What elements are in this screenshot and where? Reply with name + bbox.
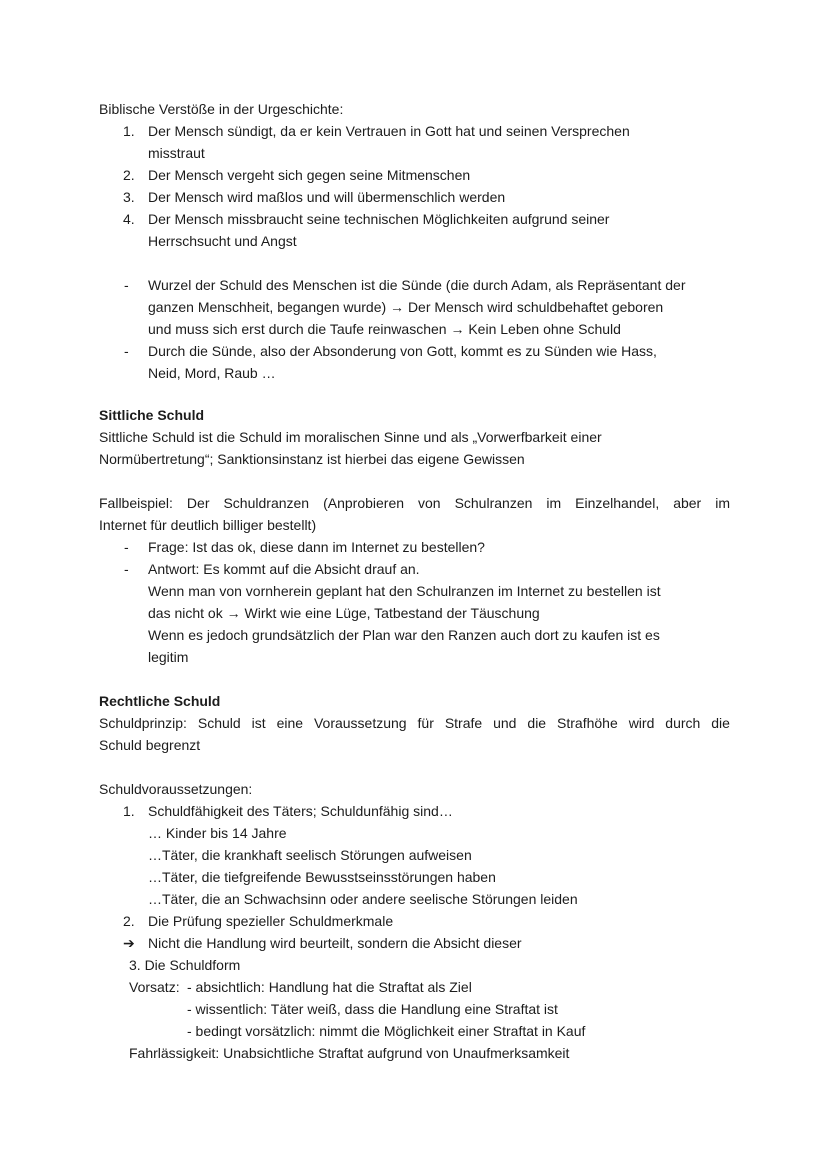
word: Voraussetzung (313, 715, 407, 731)
schuldprinzip-line-justified (99, 712, 730, 734)
bullet-marker: - (124, 343, 129, 359)
word: Schuldranzen (223, 495, 310, 511)
word: Strafhöhe (557, 715, 618, 731)
word: wird (628, 715, 655, 731)
word: Einzelhandel, (575, 495, 660, 511)
section-heading-rechtlich: Rechtliche Schuld (99, 693, 221, 709)
word: Schuld (197, 715, 241, 731)
answer-text: Wenn man von vornherein geplant hat den Schulranzen im Internet zu bestellen ist (148, 583, 661, 599)
bullet-marker: - (124, 561, 129, 577)
bullet-text: ganzen Menschheit, begangen wurde) → Der Mensch wird schuldbehaftet geboren (148, 299, 664, 315)
paragraph-line: Schuld begrenzt (99, 737, 201, 753)
list-item-text: Der Mensch sündigt, da er kein Vertrauen in Gott hat und seinen Versprechen (148, 123, 630, 139)
answer-text: Antwort: Es kommt auf die Absicht drauf an. (148, 561, 420, 577)
list-number: 1. (123, 123, 135, 139)
bullet-text: Durch die Sünde, also der Absonderung von Gott, kommt es zu Sünden wie Hass, (148, 343, 657, 359)
list-item-text: Der Mensch vergeht sich gegen seine Mitmenschen (148, 167, 471, 183)
list-item-text: 3. Die Schuldform (129, 957, 241, 973)
bullet-marker: - (124, 277, 129, 293)
list-number: 4. (123, 211, 135, 227)
word: von (418, 495, 441, 511)
question-text: Frage: Ist das ok, diese dann im Internet zu bestellen? (148, 539, 485, 555)
word: ist (251, 715, 266, 731)
list-item-text: Der Mensch wird maßlos und will übermenschlich werden (148, 189, 506, 205)
list-number: 2. (123, 167, 135, 183)
voraussetzungen-heading: Schuldvoraussetzungen: (99, 781, 253, 797)
bullet-text: Neid, Mord, Raub … (148, 365, 276, 381)
arrow-icon: ➔ (123, 935, 135, 951)
word: Schulranzen (454, 495, 533, 511)
word: aber (673, 495, 702, 511)
word: eine (276, 715, 304, 731)
word: (Anprobieren (323, 495, 405, 511)
word: Schuldprinzip: (99, 715, 187, 731)
fahrlaessigkeit-line: Fahrlässigkeit: Unabsichtliche Straftat aufgrund von Unaufmerksamkeit (129, 1045, 570, 1061)
list-item-text: Die Prüfung spezieller Schuldmerkmale (148, 913, 394, 929)
word: die (711, 715, 730, 731)
word: und (493, 715, 517, 731)
section-heading-sittlich: Sittliche Schuld (99, 407, 205, 423)
word: durch (665, 715, 701, 731)
vorsatz-label: Vorsatz: (129, 979, 180, 995)
list-number: 1. (123, 803, 135, 819)
bullet-text: Wurzel der Schuld des Menschen ist die Sünde (die durch Adam, als Repräsentant der (148, 277, 686, 293)
answer-text: legitim (148, 649, 189, 665)
bullet-text: und muss sich erst durch die Taufe reinwaschen → Kein Leben ohne Schuld (148, 321, 621, 337)
list-item-text: Schuldfähigkeit des Täters; Schuldunfähig sind… (148, 803, 453, 819)
word: Der (186, 495, 210, 511)
word: im (546, 495, 562, 511)
answer-text: Wenn es jedoch grundsätzlich der Plan war den Ranzen auch dort zu kaufen ist es (148, 627, 660, 643)
vorsatz-item: - wissentlich: Täter weiß, dass die Handlung eine Straftat ist (187, 1001, 558, 1017)
paragraph-line: Sittliche Schuld ist die Schuld im moralischen Sinne und als „Vorwerfbarkeit einer (99, 429, 602, 445)
answer-text: das nicht ok → Wirkt wie eine Lüge, Tatbestand der Täuschung (148, 605, 540, 621)
word: für (417, 715, 434, 731)
list-number: 2. (123, 913, 135, 929)
word: Strafe (444, 715, 483, 731)
paragraph-line: Normübertretung“; Sanktionsinstanz ist hierbei das eigene Gewissen (99, 451, 525, 467)
vorsatz-item: - bedingt vorsätzlich: nimmt die Möglichkeit einer Straftat in Kauf (187, 1023, 586, 1039)
word: die (527, 715, 547, 731)
fallbeispiel-line-justified (99, 492, 730, 514)
word: im (715, 495, 730, 511)
sub-item: …Täter, die tiefgreifende Bewusstseinsstörungen haben (148, 869, 496, 885)
list-number: 3. (123, 189, 135, 205)
arrow-text: Nicht die Handlung wird beurteilt, sondern die Absicht dieser (148, 935, 522, 951)
word: Fallbeispiel: (99, 495, 173, 511)
sub-item: … Kinder bis 14 Jahre (148, 825, 287, 841)
sub-item: …Täter, die krankhaft seelisch Störungen aufweisen (148, 847, 472, 863)
biblical-heading: Biblische Verstöße in der Urgeschichte: (99, 101, 344, 117)
list-item-text: Herrschsucht und Angst (148, 233, 297, 249)
list-item-text: Der Mensch missbraucht seine technischen Möglichkeiten aufgrund seiner (148, 211, 610, 227)
bullet-marker: - (124, 539, 129, 555)
sub-item: …Täter, die an Schwachsinn oder andere seelische Störungen leiden (148, 891, 578, 907)
vorsatz-item: - absichtlich: Handlung hat die Straftat als Ziel (187, 979, 472, 995)
list-item-text: misstraut (148, 145, 205, 161)
paragraph-line: Internet für deutlich billiger bestellt) (99, 517, 317, 533)
